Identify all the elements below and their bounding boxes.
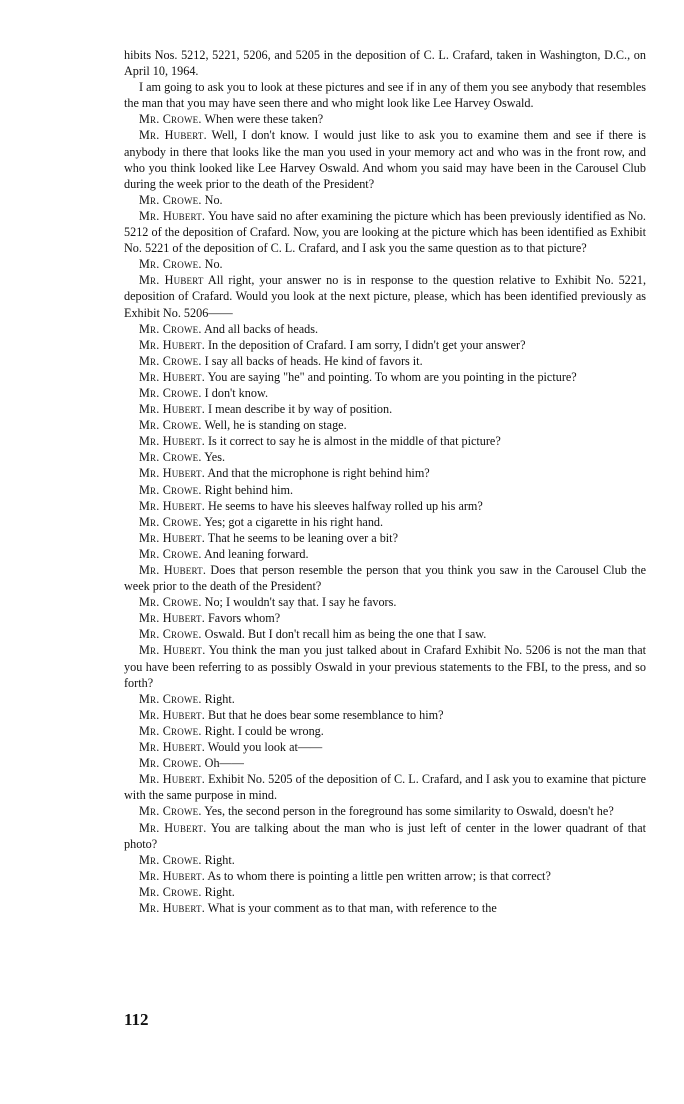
speaker-label: Mr. Hubert. bbox=[139, 868, 205, 883]
transcript-paragraph bbox=[124, 433, 646, 449]
speech-text: Yes. bbox=[204, 450, 225, 465]
speech-text: Yes; got a cigarette in his right hand. bbox=[204, 514, 384, 529]
transcript-paragraph bbox=[124, 820, 646, 852]
speaker-label: Mr. Hubert. bbox=[139, 530, 205, 545]
speaker-label: Mr. Hubert. bbox=[139, 563, 207, 577]
speech-text: Well, he is standing on stage. bbox=[204, 418, 347, 433]
transcript-paragraph bbox=[124, 626, 646, 642]
speech-text: When were these taken? bbox=[204, 112, 324, 127]
transcript-paragraph bbox=[124, 868, 646, 884]
speaker-label: Mr. Hubert. bbox=[139, 900, 205, 915]
speech-text: And leaning forward. bbox=[203, 546, 309, 561]
speaker-label: Mr. Crowe. bbox=[139, 482, 202, 497]
speech-text: No. bbox=[204, 192, 223, 207]
speech-text: No. bbox=[204, 257, 223, 272]
transcript-paragraph bbox=[124, 369, 646, 385]
speech-text: Exhibit No. 5205 of the deposition of C. L. Crafard, and I ask you to examine that picture with the same purpose in mind. bbox=[124, 772, 646, 803]
transcript-paragraph bbox=[124, 739, 646, 755]
speaker-label: Mr. Hubert. bbox=[139, 643, 206, 658]
speaker-label: Mr. Hubert. bbox=[139, 434, 205, 449]
speaker-label: Mr. Crowe. bbox=[139, 756, 202, 771]
speaker-label: Mr. Crowe. bbox=[139, 627, 202, 642]
transcript-paragraph bbox=[124, 546, 646, 562]
transcript-paragraph bbox=[124, 530, 646, 546]
speech-text: In the deposition of Crafard. I am sorry, I didn't get your answer? bbox=[208, 337, 526, 352]
speaker-label: Mr. Crowe. bbox=[139, 546, 202, 561]
speech-text: Favors whom? bbox=[208, 611, 281, 626]
speech-text: Right. bbox=[204, 852, 235, 867]
speaker-label: Mr. Crowe. bbox=[139, 257, 202, 272]
speech-text: I don't know. bbox=[204, 385, 269, 400]
transcript-paragraph bbox=[124, 723, 646, 739]
transcript-paragraph bbox=[124, 482, 646, 498]
speaker-label: Mr. Crowe. bbox=[139, 884, 202, 899]
transcript-paragraph bbox=[124, 884, 646, 900]
transcript-paragraph bbox=[124, 321, 646, 337]
speech-text: But that he does bear some resemblance to him? bbox=[208, 707, 444, 722]
speaker-label: Mr. Hubert. bbox=[139, 707, 205, 722]
speaker-label: Mr. Hubert. bbox=[139, 772, 205, 787]
transcript-paragraph bbox=[124, 755, 646, 771]
speaker-label: Mr. Hubert. bbox=[139, 820, 207, 835]
transcript-paragraph bbox=[124, 256, 646, 272]
speech-text: You are saying "he" and pointing. To whom are you pointing in the picture? bbox=[207, 369, 577, 384]
transcript-body bbox=[124, 79, 646, 916]
transcript-paragraph bbox=[124, 192, 646, 208]
transcript-paragraph bbox=[124, 385, 646, 401]
speaker-label: Mr. Hubert. bbox=[139, 369, 205, 384]
speaker-label: Mr. Crowe. bbox=[139, 353, 202, 368]
page-number: 112 bbox=[124, 1010, 149, 1029]
speaker-label: Mr. Crowe. bbox=[139, 112, 202, 127]
speech-text: As to whom there is pointing a little pen written arrow; is that correct? bbox=[207, 868, 551, 883]
continuation-paragraph: hibits Nos. 5212, 5221, 5206, and 5205 in the deposition of C. L. Crafard, taken in Washington, D.C., on April 10, 1964. bbox=[124, 48, 646, 79]
speaker-label: Mr. Hubert. bbox=[139, 466, 205, 481]
transcript-paragraph bbox=[124, 208, 646, 256]
speech-text: Right behind him. bbox=[204, 482, 294, 497]
transcript-paragraph bbox=[124, 337, 646, 353]
transcript-paragraph bbox=[124, 353, 646, 369]
speaker-label: Mr. Crowe. bbox=[139, 385, 202, 400]
transcript-paragraph bbox=[124, 707, 646, 723]
transcript-paragraph bbox=[124, 691, 646, 707]
speech-text: He seems to have his sleeves halfway rolled up his arm? bbox=[208, 498, 483, 513]
transcript-paragraph bbox=[124, 272, 646, 320]
speech-text: And all backs of heads. bbox=[203, 321, 319, 336]
speaker-label: Mr. Crowe. bbox=[139, 852, 202, 867]
speech-text: Oh—— bbox=[204, 756, 244, 771]
speaker-label: Mr. Crowe. bbox=[139, 321, 202, 336]
speaker-label: Mr. Hubert. bbox=[139, 498, 205, 513]
speech-text: What is your comment as to that man, with reference to the bbox=[207, 900, 497, 915]
speaker-label: Mr. Crowe. bbox=[139, 450, 202, 465]
transcript-paragraph bbox=[124, 401, 646, 417]
speech-text: I say all backs of heads. He kind of favors it. bbox=[204, 353, 423, 368]
speaker-label: Mr. Crowe. bbox=[139, 192, 202, 207]
speaker-label: Mr. Hubert. bbox=[139, 611, 205, 626]
transcript-paragraph bbox=[124, 594, 646, 610]
transcript-paragraph bbox=[124, 610, 646, 626]
transcript-paragraph bbox=[124, 465, 646, 481]
transcript-paragraph bbox=[124, 111, 646, 127]
speaker-label: Mr. Hubert. bbox=[139, 337, 205, 352]
speech-text: I am going to ask you to look at these pictures and see if in any of them you see anybody that resembles the man that you may have seen there and who might look like Lee Harvey Oswald. bbox=[124, 80, 646, 111]
speaker-label: Mr. Hubert. bbox=[139, 402, 205, 417]
transcript-paragraph bbox=[124, 642, 646, 690]
transcript-paragraph bbox=[124, 127, 646, 191]
speech-text: Right. bbox=[204, 884, 235, 899]
speech-text: Is it correct to say he is almost in the middle of that picture? bbox=[208, 434, 501, 449]
speaker-label: Mr. Hubert. bbox=[139, 128, 207, 143]
transcript-paragraph bbox=[124, 562, 646, 594]
speech-text: Oswald. But I don't recall him as being the one that I saw. bbox=[204, 627, 487, 642]
transcript-paragraph bbox=[124, 449, 646, 465]
speaker-label: Mr. Crowe. bbox=[139, 804, 202, 819]
transcript-paragraph bbox=[124, 852, 646, 868]
speech-text: That he seems to be leaning over a bit? bbox=[207, 530, 398, 545]
speaker-label: Mr. Hubert bbox=[139, 273, 204, 288]
speech-text: Right. I could be wrong. bbox=[204, 723, 324, 738]
transcript-paragraph bbox=[124, 498, 646, 514]
transcript-paragraph bbox=[124, 900, 646, 916]
speech-text: Would you look at—— bbox=[207, 740, 323, 755]
speech-text: I mean describe it by way of position. bbox=[208, 402, 393, 417]
speaker-label: Mr. Crowe. bbox=[139, 514, 202, 529]
speaker-label: Mr. Hubert. bbox=[139, 740, 205, 755]
speech-text: You are talking about the man who is just left of center in the lower quadrant of that photo? bbox=[124, 820, 646, 851]
speech-text: You think the man you just talked about in Crafard Exhibit No. 5206 is not the man that you have been referring to as possibly Oswald in your previous statements to the FBI, to the press, and so forth? bbox=[124, 643, 646, 690]
speech-text: And that the microphone is right behind him? bbox=[207, 466, 430, 481]
speech-text: Does that person resemble the person that you think you saw in the Carousel Club the week prior to the death of the President? bbox=[124, 563, 646, 594]
speech-text: No; I wouldn't say that. I say he favors. bbox=[204, 595, 397, 610]
speech-text: Well, I don't know. I would just like to ask you to examine them and see if there is anybody in there that looks like the man you used in your memory act and who was in the front row, and who you think looked like Lee Harvey Oswald. And whom you said may have been in the Carousel Club during the week prior to the death of the President? bbox=[124, 128, 646, 191]
transcript-paragraph bbox=[124, 803, 646, 819]
transcript-paragraph bbox=[124, 79, 646, 111]
transcript-paragraph bbox=[124, 417, 646, 433]
transcript-paragraph bbox=[124, 771, 646, 803]
speech-text: Yes, the second person in the foreground has some similarity to Oswald, doesn't he? bbox=[204, 804, 614, 819]
speaker-label: Mr. Hubert. bbox=[139, 208, 206, 223]
speaker-label: Mr. Crowe. bbox=[139, 691, 202, 706]
speaker-label: Mr. Crowe. bbox=[139, 418, 202, 433]
speech-text: Right. bbox=[204, 691, 235, 706]
speaker-label: Mr. Crowe. bbox=[139, 723, 202, 738]
transcript-paragraph bbox=[124, 514, 646, 530]
transcript-page bbox=[124, 47, 646, 916]
speech-text: All right, your answer no is in response to the question relative to Exhibit No. 5221, deposition of Crafard. Would you look at the next picture, please, which has been identified previously as Exhibit No. 5206—— bbox=[124, 273, 647, 320]
speech-text: You have said no after examining the picture which has been previously identified as No. 5212 of the deposition of Crafard. Now, you are looking at the picture which has been identified as Exhibit No. 5221 of the deposition of C. L. Crafard, and I ask you the same question as to that picture? bbox=[124, 208, 646, 256]
speaker-label: Mr. Crowe. bbox=[139, 595, 202, 610]
